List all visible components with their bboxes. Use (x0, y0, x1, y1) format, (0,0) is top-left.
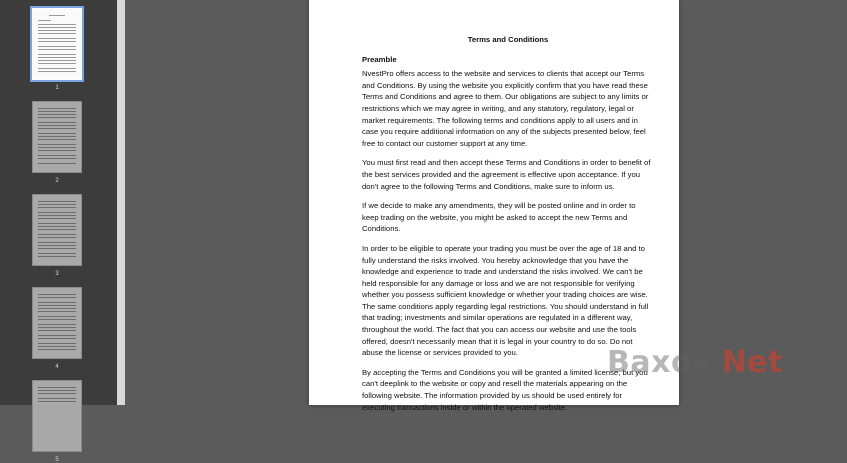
thumbnail-sidebar (0, 0, 117, 463)
watermark-accent: Net (721, 345, 783, 380)
thumbnail-page-1[interactable] (32, 8, 82, 91)
watermark (607, 345, 783, 380)
paragraph: You must first read and then accept these Terms and Conditions in order to benefit of the best services provided and the agreement is effective upon acceptance. If you don't agree to the following Terms and Conditions, make sure to inform us. (362, 158, 651, 191)
sidebar-scrollbar[interactable] (117, 0, 125, 405)
thumbnail-number: 5 (55, 457, 59, 463)
thumbnail-image (32, 8, 82, 80)
thumbnail-image (32, 380, 82, 452)
paragraph: If we decide to make any amendments, they will be posted online and in order to keep trading on the website, you might be asked to accept the new Terms and Conditions. (362, 201, 636, 234)
document-title: Terms and Conditions (467, 35, 549, 44)
thumbnail-image (32, 101, 82, 173)
paragraph: In order to be eligible to operate your trading you must be over the age of 18 and to fully understand the risks involved. You hereby acknowledge that you have the knowledge and experience to trade and understand the risks involved. We can't be held responsible for any damage or loss and we are not responsible for verifying whether you possess sufficient knowledge or whether your trading choices are wise. The same conditions apply regarding legal restrictions. You should understand in full that trading; investments and similar operations are regulated in a different way, throughout the world. The fact that you can access our website and use the tools offered, doesn't necessarily mean that it is legal in your country to do so. Do not abuse the license or services provided to you. (362, 243, 649, 358)
watermark-text: Baxov. (607, 345, 722, 380)
section-heading: Preamble (362, 54, 397, 64)
paragraph: NvestPro offers access to the website and services to clients that accept our Terms and Conditions. By using the website you explicitly confirm that you have read these Terms and Conditions and agree to them. Our obligations are subject to any limits or restrictions which we may agree in writing, and any statutory, regulatory, legal or market requirements. The following terms and conditions apply to all users and in case you require additional information on any of the subjects presented below, feel free to contact our customer support at any time. (362, 69, 649, 148)
thumbnail-number: 1 (55, 85, 59, 91)
thumbnail-image (32, 287, 82, 359)
thumbnail-page-4[interactable] (32, 287, 82, 370)
thumbnail-image (32, 194, 82, 266)
thumbnail-page-5[interactable] (32, 380, 82, 463)
thumbnail-number: 2 (55, 178, 59, 184)
paragraph: By accepting the Terms and Conditions you will be granted a limited license, but you can't deeplink to the website or copy and resell the materials appearing on the following website. The information provided by us should be used entirely for executing transactions inside or within the operated website. (362, 367, 648, 412)
thumbnail-page-3[interactable] (32, 194, 82, 277)
thumbnail-number: 4 (55, 364, 59, 370)
thumbnail-number: 3 (55, 271, 59, 277)
thumbnail-page-2[interactable] (32, 101, 82, 184)
